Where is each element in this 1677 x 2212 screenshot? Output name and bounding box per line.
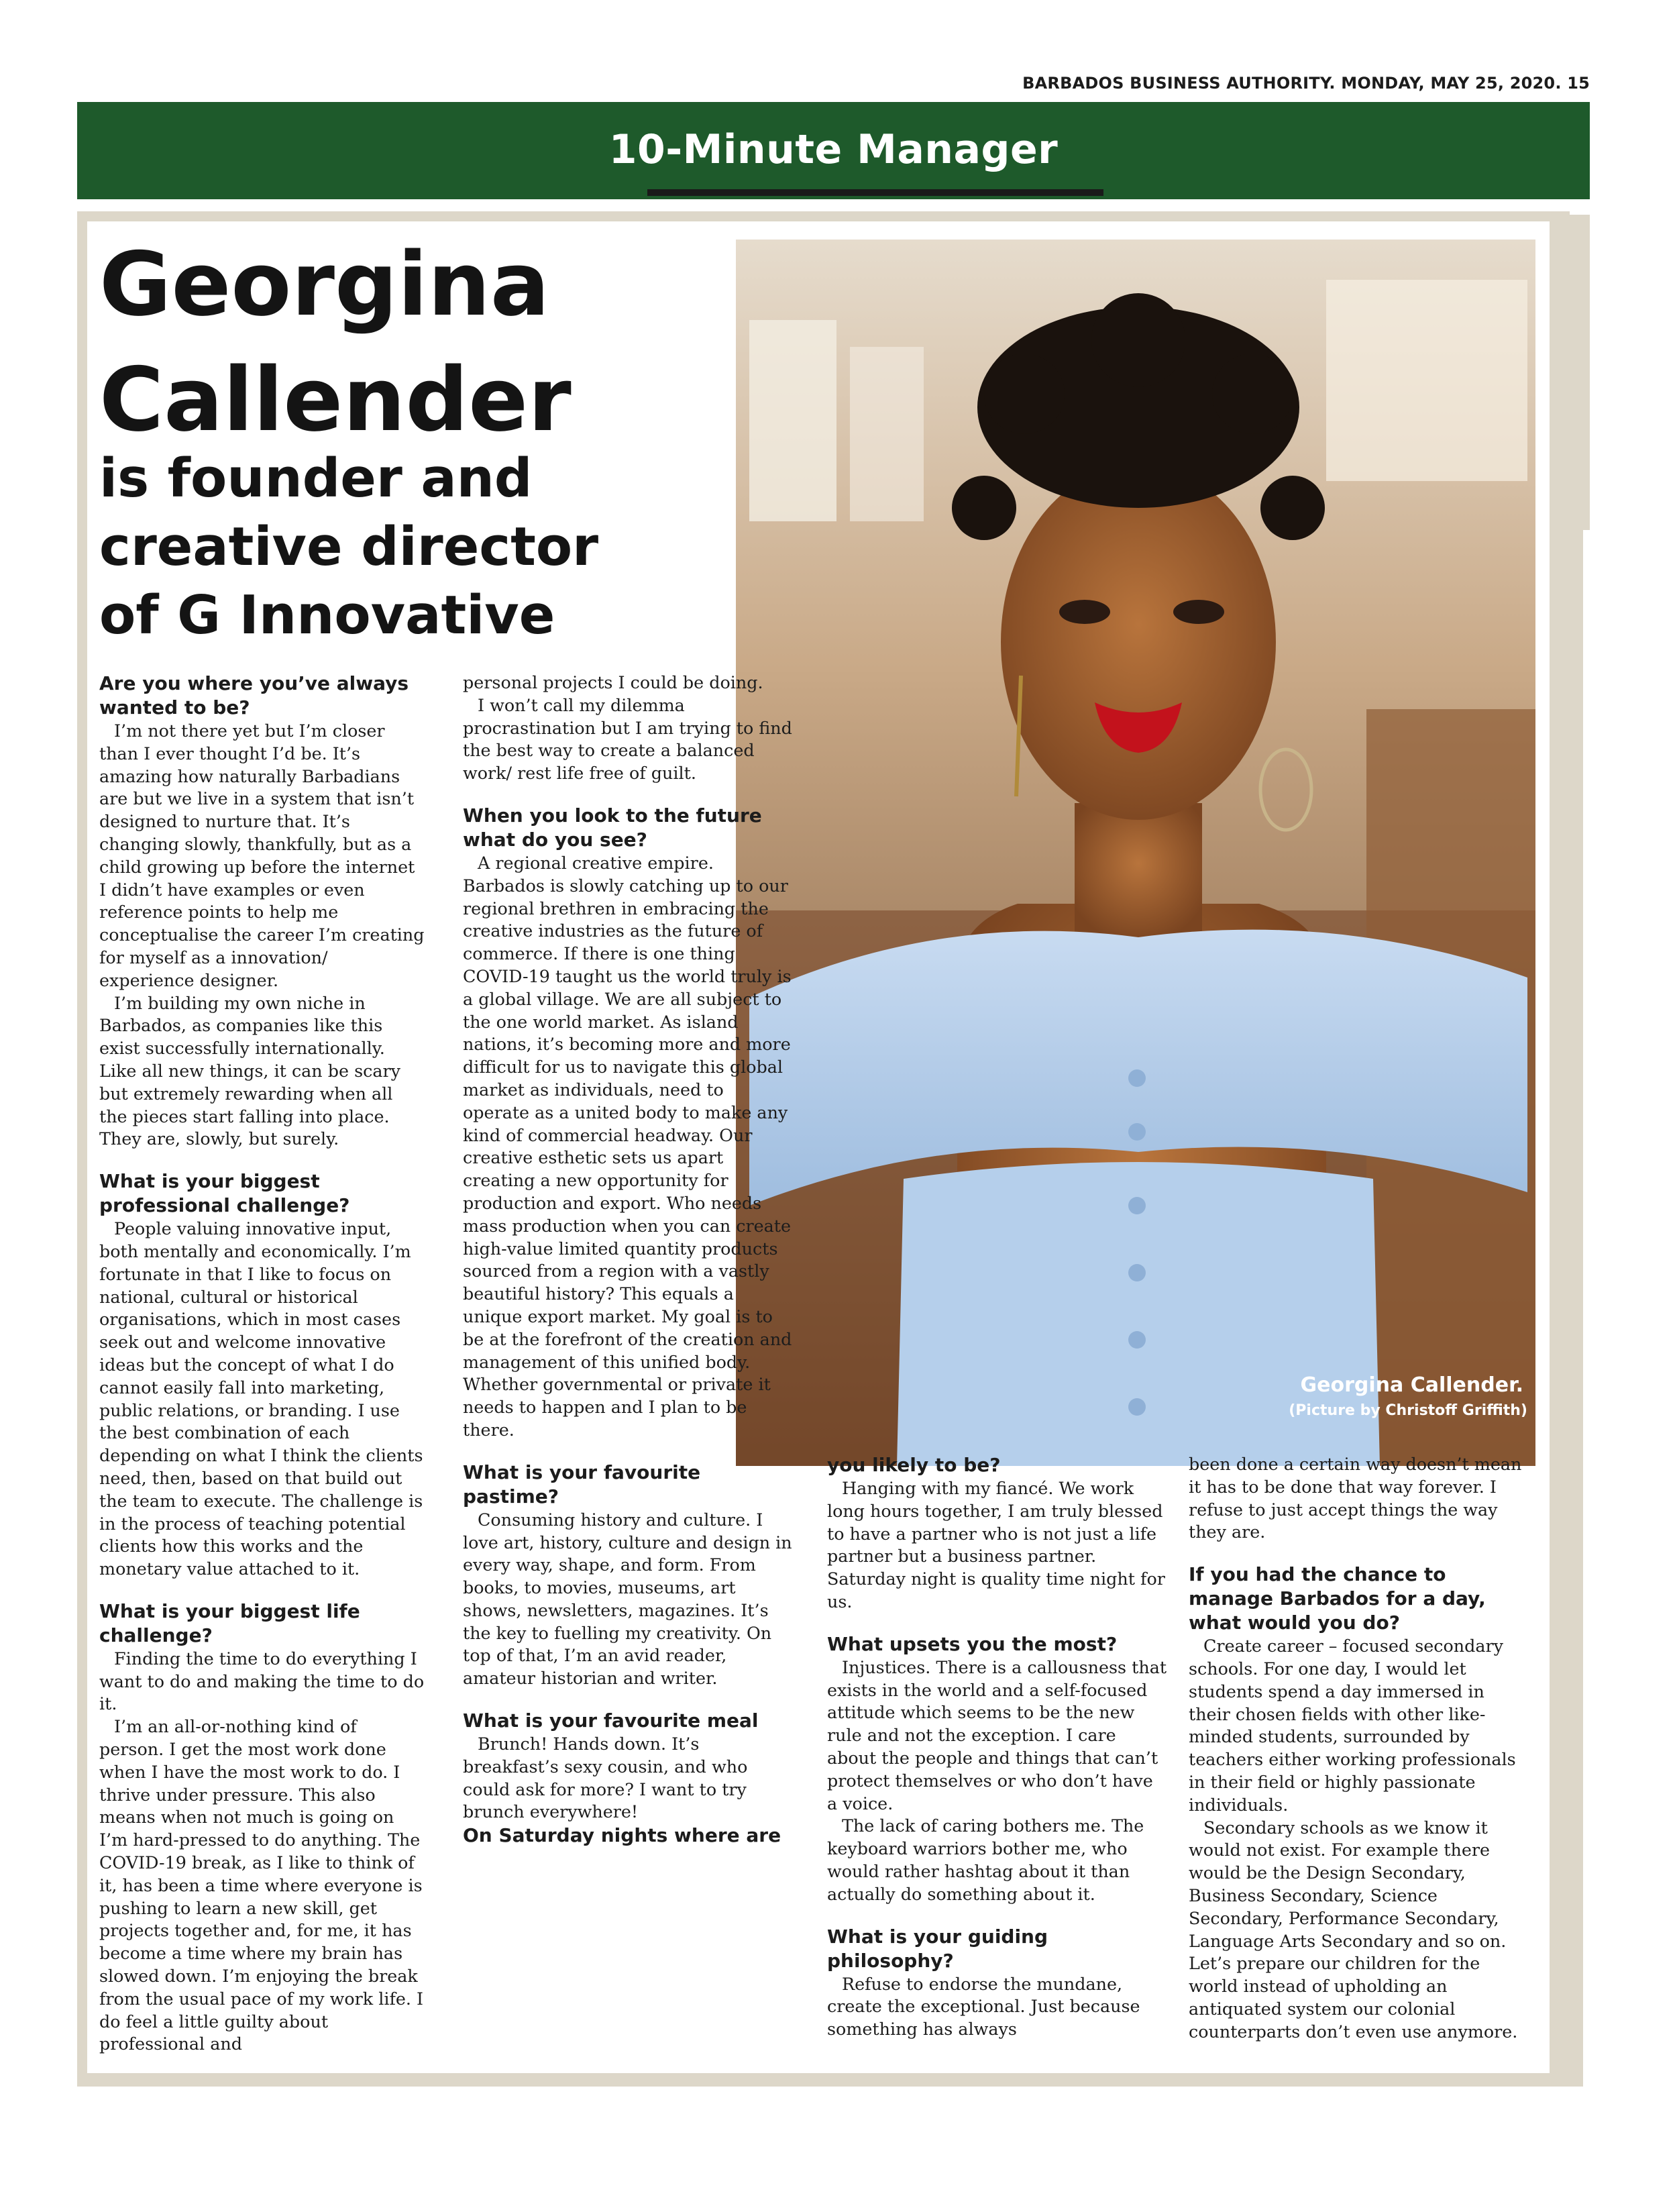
headline-name [99, 227, 737, 458]
portrait-illustration [736, 240, 1535, 1466]
interview-answer: Injustices. There is a callousness that exists in the world and a self-focused attitude which seems to be the new rule and not the exception. I care about the people and things that can’t protect themselves or who don’t have a voice. [827, 1656, 1167, 1813]
interview-answer: The lack of caring bothers me. The keyboard warriors bother me, who would rather hashtag about it than actually do something about it. [827, 1815, 1144, 1904]
article-column-4 [1189, 1453, 1529, 2044]
headline-sub-line2: creative director [99, 516, 599, 578]
article-column-1 [99, 672, 425, 2056]
headline-sub-line3: of G Innovative [99, 584, 555, 646]
interview-question: When you look to the future what do you see? [463, 804, 762, 851]
interview-question: What is your favourite meal [463, 1709, 759, 1732]
interview-answer: Create career – focused secondary schools. For one day, I would let students spend a day immersed in their chosen fields with other like-minded students, surrounded by teachers either working professionals in their field or highly passionate individuals. [1189, 1636, 1516, 1815]
frame-tab-upper [1563, 215, 1590, 530]
banner-underline [647, 189, 1103, 196]
interview-question: Are you where you’ve always wanted to be? [99, 672, 409, 719]
interview-question: On Saturday nights where are [463, 1824, 781, 1847]
interview-question: What is your biggest life challenge? [99, 1599, 360, 1646]
interview-answer: I’m building my own niche in Barbados, as companies like this exist successfully internationally. Like all new things, it can be scary but extremely rewarding when all the pieces start falling into place. They are, slowly, but surely. [99, 992, 400, 1149]
interview-question: If you had the chance to manage Barbados for a day, what would you do? [1189, 1563, 1486, 1634]
article-column-2 [463, 672, 795, 1848]
frame-tab-lower [1563, 527, 1583, 2087]
paragraph-spacer [1189, 1544, 1529, 1563]
article-column-3 [827, 1453, 1168, 2041]
interview-answer: Brunch! Hands down. It’s breakfast’s sexy cousin, and who could ask for more? I want to try brunch everywhere! [463, 1734, 748, 1822]
paragraph-spacer [463, 785, 795, 804]
section-title: 10-Minute Manager [608, 126, 1059, 173]
portrait-photo [736, 240, 1535, 1466]
paragraph-spacer [99, 1581, 425, 1599]
interview-question: What upsets you the most? [827, 1632, 1118, 1655]
page-folio: BARBADOS BUSINESS AUTHORITY. MONDAY, MAY 25, 2020. 15 [1022, 74, 1590, 93]
interview-answer: Finding the time to do everything I want to do and making the time to do it. [99, 1648, 425, 1714]
paragraph-spacer [99, 1151, 425, 1169]
interview-answer: Refuse to endorse the mundane, create the exceptional. Just because something has always [827, 1973, 1140, 2040]
interview-answer: personal projects I could be doing. [463, 672, 763, 692]
interview-answer: A regional creative empire. Barbados is slowly catching up to our regional brethren in embracing the creative industries as the future of commerce. If there is one thing COVID-19 taught us the world truly is a global village. We are all subject to the one world market. As island nations, it’s becoming more and more difficult for us to navigate this global market as individuals, need to operate as a united body to make any kind of commercial headway. Our creative esthetic sets us apart creating a new opportunity for production and export. Who needs mass production when you can create high-value limited quantity products sourced from a region with a vastly beautiful history? This equals a unique export market. My goal is to be at the forefront of the creation and management of this unified body. Whether governmental or private it needs to happen and I plan to be there. [463, 852, 792, 1440]
interview-answer: Hanging with my fiancé. We work long hours together, I am truly blessed to have a partner who is not just a life partner but a business partner. Saturday night is quality time night for us. [827, 1478, 1165, 1612]
headline-subtitle [99, 444, 770, 649]
paragraph-spacer [463, 1442, 795, 1461]
paragraph-spacer [827, 1614, 1168, 1632]
interview-answer: I’m not there yet but I’m closer than I ever thought I’d be. It’s amazing how naturally Barbadians are but we live in a system that isn’t designed to nurture that. It’s changing slowly, thankfully, but as a child growing up before the internet I didn’t have examples or even reference points to help me conceptualise the career I’m creating for myself as a innovation/ experience designer. [99, 721, 425, 990]
headline-sub-line1: is founder and [99, 447, 533, 509]
interview-answer: Consuming history and culture. I love art, history, culture and design in every way, shape, and form. From books, to movies, museums, art shows, newsletters, magazines. It’s the key to fuelling my creativity. On top of that, I’m an avid reader, amateur historian and writer. [463, 1509, 792, 1689]
interview-question: you likely to be? [827, 1454, 1001, 1476]
photo-caption-name: Georgina Callender. [1300, 1373, 1523, 1397]
paragraph-spacer [463, 1690, 795, 1709]
interview-question: What is your favourite pastime? [463, 1461, 701, 1508]
interview-answer: been done a certain way doesn’t mean it has to be done that way forever. I refuse to just accept things the way they are. [1189, 1454, 1522, 1542]
photo-caption-credit: (Picture by Christoff Griffith) [1289, 1402, 1527, 1419]
interview-answer: I won’t call my dilemma procrastination but I am trying to find the best way to create a balanced work/ rest life free of guilt. [463, 694, 792, 784]
headline-name-line1: Georgina [99, 233, 550, 335]
interview-question: What is your guiding philosophy? [827, 1925, 1048, 1972]
section-banner [77, 102, 1590, 199]
interview-answer: Secondary schools as we know it would not exist. For example there would be the Design Secondary, Business Secondary, Science Secondary, Performance Secondary, Language Arts Secondary and so on. Let’s prepare our children for the world instead of upholding an antiquated system our colonial counterparts don’t even use anymore. [1189, 1817, 1518, 2042]
headline-name-line2: Callender [99, 348, 572, 451]
interview-answer: I’m an all-or-nothing kind of person. I get the most work done when I have the most work to do. I thrive under pressure. This also means when not much is going on I’m hard-pressed to do anything. The COVID-19 break, as I like to think of it, has been a time where everyone is pushing to learn a new skill, get projects together and, for me, it has become a time where my brain has slowed down. I’m enjoying the break from the usual pace of my work life. I do feel a little guilty about professional and [99, 1716, 424, 2054]
interview-answer: People valuing innovative input, both mentally and economically. I’m fortunate in that I like to focus on national, cultural or historical organisations, which in most cases seek out and welcome innovative ideas but the concept of what I do cannot easily fall into marketing, public relations, or branding. I use the best combination of each depending on what I think the clients need, then, based on that build out the team to execute. The challenge is in the process of teaching potential clients how this works and the monetary value attached to it. [99, 1218, 423, 1579]
interview-question: What is your biggest professional challenge? [99, 1170, 350, 1217]
paragraph-spacer [827, 1906, 1168, 1925]
